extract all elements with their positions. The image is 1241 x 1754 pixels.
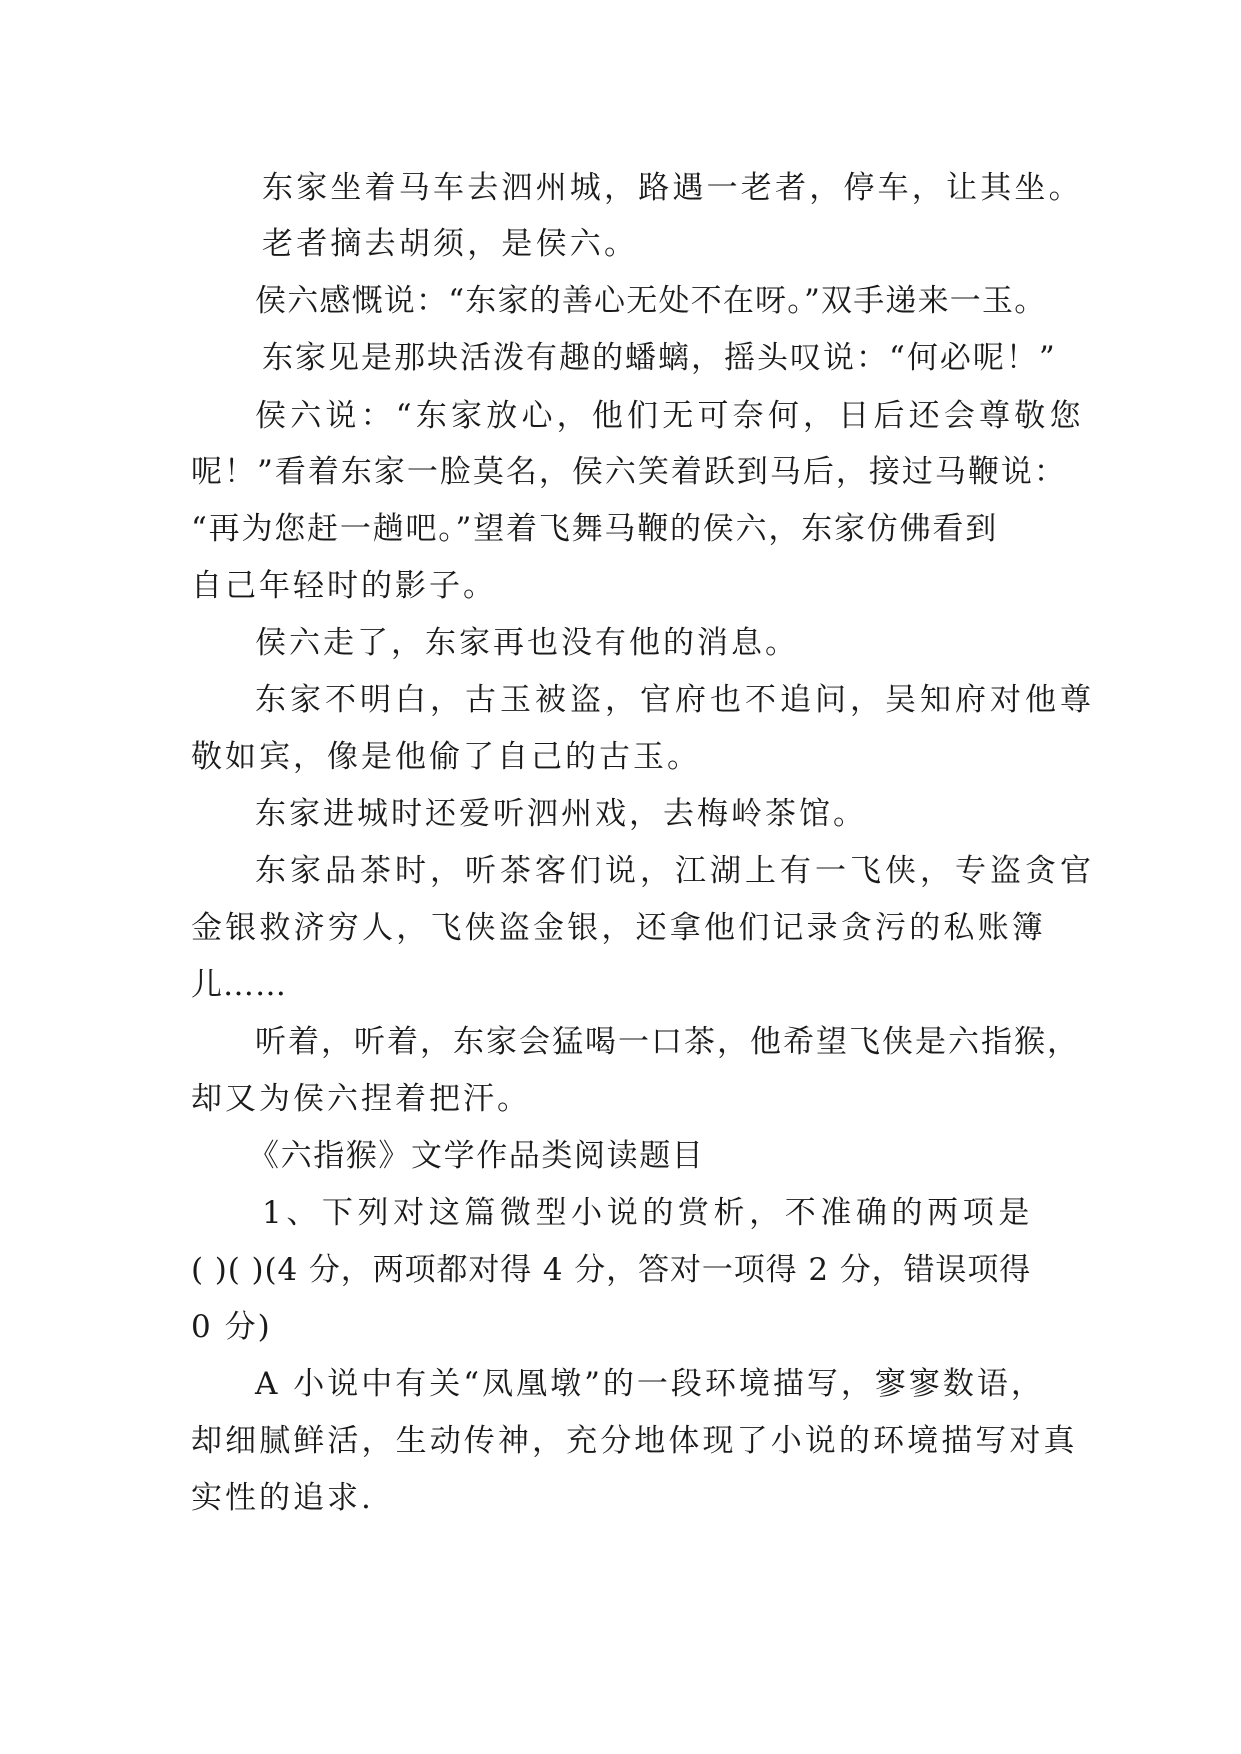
paragraph-line: 听着，听着，东家会猛喝一口茶，他希望飞侠是六指猴， xyxy=(255,1024,1080,1060)
question-line: ( )( )(4 分，两项都对得 4 分，答对一项得 2 分，错误项得 xyxy=(191,1252,1032,1288)
question-line: 0 分) xyxy=(191,1309,272,1345)
paragraph-line: 呢！”看着东家一脸莫名，侯六笑着跃到马后，接过马鞭说： xyxy=(191,454,1067,490)
paragraph-line: 却又为侯六捏着把汗。 xyxy=(191,1081,531,1117)
paragraph-line: 儿…… xyxy=(191,967,287,1003)
paragraph-line: 金银救济穷人，飞侠盗金银，还拿他们记录贪污的私账簿 xyxy=(191,910,1046,946)
paragraph-line: 侯六感慨说：“东家的善心无处不在呀。”双手递来一玉。 xyxy=(255,283,1047,319)
paragraph-line: 自己年轻时的影子。 xyxy=(191,568,497,604)
paragraph-line: 老者摘去胡须，是侯六。 xyxy=(262,226,639,262)
paragraph-line: 侯六走了，东家再也没有他的消息。 xyxy=(255,625,799,661)
question-line: 1、下列对这篇微型小说的赏析，不准确的两项是 xyxy=(262,1195,1034,1231)
paragraph-line: 东家不明白，古玉被盗，官府也不追问，吴知府对他尊 xyxy=(255,682,1095,718)
paragraph-line: 侯六说：“东家放心，他们无可奈何，日后还会尊敬您 xyxy=(255,398,1085,434)
paragraph-line: 敬如宾，像是他偷了自己的古玉。 xyxy=(191,739,701,775)
paragraph-line: 东家品茶时，听茶客们说，江湖上有一飞侠，专盗贪官 xyxy=(255,853,1095,889)
paragraph-line: “再为您赶一趟吧。”望着飞舞马鞭的侯六，东家仿佛看到 xyxy=(191,511,998,547)
paragraph-line: 东家坐着马车去泗州城，路遇一老者，停车，让其坐。 xyxy=(262,170,1083,206)
paragraph-line: 东家进城时还爱听泗州戏，去梅岭茶馆。 xyxy=(255,796,867,832)
option-line: 却细腻鲜活，生动传神，充分地体现了小说的环境描写对真 xyxy=(191,1423,1078,1459)
paragraph-line: 东家见是那块活泼有趣的蟠螭，摇头叹说：“何必呢！” xyxy=(262,340,1057,376)
section-heading: 《六指猴》文学作品类阅读题目 xyxy=(248,1138,705,1174)
option-line: 实性的追求. xyxy=(191,1480,374,1516)
option-line: A 小说中有关“凤凰墩”的一段环境描写，寥寥数语， xyxy=(255,1366,1045,1402)
